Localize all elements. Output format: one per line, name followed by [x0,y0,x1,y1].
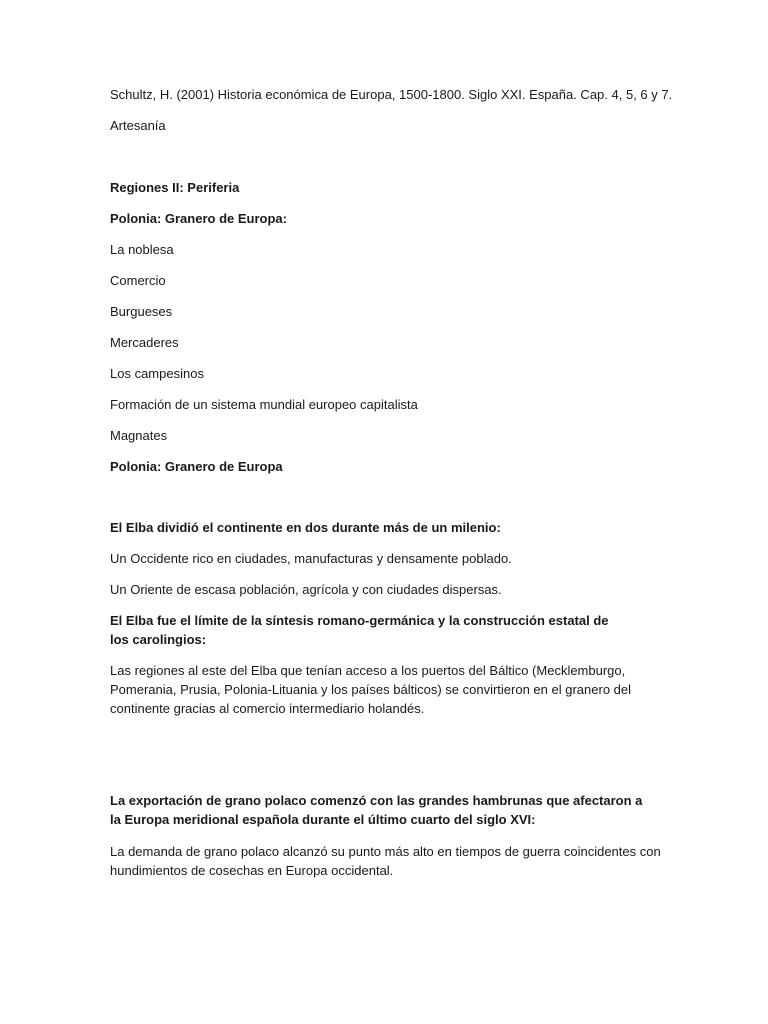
paragraph-artesania: Artesanía [110,118,166,133]
list-item: Magnates [110,428,168,443]
paragraph-demanda: La demanda de grano polaco alcanzó su punto más alto en tiempos de guerra coincidentes con hundimientos de cosechas en Europa occidental. [110,844,661,878]
citation: Schultz, H. (2001) Historia económica de Europa, 1500-1800. Siglo XXI. España. Cap. 4, 5, 6 y 7. [110,87,673,102]
heading-regiones: Regiones II: Periferia [110,180,240,195]
list-item: Formación de un sistema mundial europeo capitalista [110,397,418,412]
list-item: Mercaderes [110,335,179,350]
heading-elba-limite: El Elba fue el límite de la síntesis romano-germánica y la construcción estatal de los carolingios: [110,613,609,647]
paragraph-occidente: Un Occidente rico en ciudades, manufacturas y densamente poblado. [110,551,512,566]
list-item: Burgueses [110,304,173,319]
heading-elba: El Elba dividió el continente en dos durante más de un milenio: [110,520,501,535]
paragraph-oriente: Un Oriente de escasa población, agrícola y con ciudades dispersas. [110,582,502,597]
heading-polonia-2: Polonia: Granero de Europa [110,459,283,474]
list-item: La noblesa [110,242,174,257]
list-item: Los campesinos [110,366,204,381]
heading-polonia: Polonia: Granero de Europa: [110,211,287,226]
list-item: Comercio [110,273,166,288]
heading-exportacion: La exportación de grano polaco comenzó con las grandes hambrunas que afectaron a la Europa meridional española durante el último cuarto del siglo XVI: [110,793,643,827]
paragraph-regiones-este: Las regiones al este del Elba que tenían acceso a los puertos del Báltico (Mecklemburgo, Pomerania, Prusia, Polonia-Lituania y los países bálticos) se convirtieron en el granero del continente gracias al comercio intermediario holandés. [110,663,632,716]
